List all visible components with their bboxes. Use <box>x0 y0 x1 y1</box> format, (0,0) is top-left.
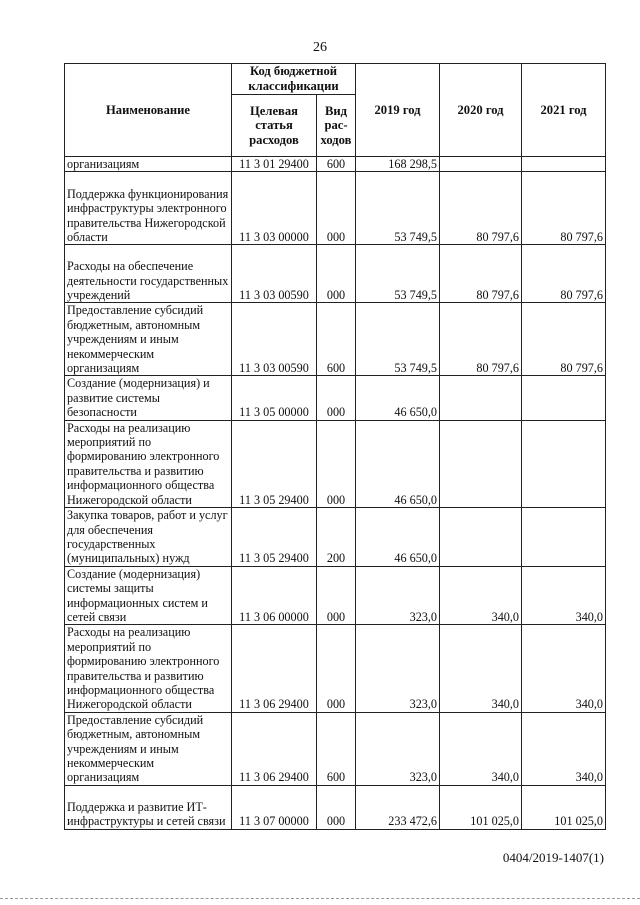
budget-table <box>64 63 606 830</box>
row-2020-cell: 80 797,6 <box>440 245 522 303</box>
row-2019-cell: 233 472,6 <box>356 785 440 829</box>
row-target-cell: 11 3 01 29400 <box>232 157 317 172</box>
table-row <box>65 785 606 829</box>
row-name-cell: Создание (модернизация) и развитие системы безопасности <box>65 376 232 420</box>
row-name-cell: Поддержка функционирования инфраструктуры электронного правительства Нижегородской области <box>65 172 232 245</box>
header-2019: 2019 год <box>356 64 440 157</box>
header-expense-type: Вид рас- ходов <box>317 95 356 157</box>
row-name-cell: Поддержка и развитие ИТ-инфраструктуры и сетей связи <box>65 785 232 829</box>
row-target-cell: 11 3 05 29400 <box>232 508 317 567</box>
row-2020-cell: 340,0 <box>440 712 522 785</box>
row-target-cell: 11 3 06 29400 <box>232 712 317 785</box>
row-target-cell: 11 3 03 00000 <box>232 172 317 245</box>
row-2020-cell: 80 797,6 <box>440 303 522 376</box>
row-name-cell: Расходы на реализацию мероприятий по формированию электронного правительства и развитию информационного общества Нижегородской области <box>65 420 232 507</box>
row-2021-cell: 340,0 <box>522 712 606 785</box>
table-body <box>65 157 606 830</box>
row-target-cell: 11 3 05 29400 <box>232 420 317 507</box>
row-type-cell: 000 <box>317 785 356 829</box>
row-2021-cell <box>522 376 606 420</box>
row-2019-cell: 46 650,0 <box>356 508 440 567</box>
row-type-cell: 000 <box>317 245 356 303</box>
row-2019-cell: 53 749,5 <box>356 303 440 376</box>
row-2020-cell: 80 797,6 <box>440 172 522 245</box>
header-kbk: Код бюджетной классификации <box>232 64 356 95</box>
table-row <box>65 172 606 245</box>
row-2021-cell <box>522 157 606 172</box>
row-target-cell: 11 3 03 00590 <box>232 303 317 376</box>
row-2021-cell: 80 797,6 <box>522 172 606 245</box>
document-code: 0404/2019-1407(1) <box>502 850 604 865</box>
row-name-cell: организациям <box>65 157 232 172</box>
row-2020-cell: 101 025,0 <box>440 785 522 829</box>
row-2019-cell: 168 298,5 <box>356 157 440 172</box>
row-name-cell: Расходы на обеспечение деятельности государственных учреждений <box>65 245 232 303</box>
header-2020: 2020 год <box>440 64 522 157</box>
row-2019-cell: 46 650,0 <box>356 376 440 420</box>
table-row <box>65 376 606 420</box>
row-name-cell: Предоставление субсидий бюджетным, автономным учреждениям и иным некоммерческим организациям <box>65 712 232 785</box>
row-2019-cell: 53 749,5 <box>356 172 440 245</box>
table-row <box>65 245 606 303</box>
page-edge-divider <box>0 898 640 899</box>
row-target-cell: 11 3 06 29400 <box>232 625 317 712</box>
table-row <box>65 420 606 507</box>
row-type-cell: 600 <box>317 712 356 785</box>
row-2021-cell <box>522 508 606 567</box>
header-2021: 2021 год <box>522 64 606 157</box>
row-type-cell: 000 <box>317 376 356 420</box>
table-row <box>65 712 606 785</box>
row-type-cell: 000 <box>317 566 356 625</box>
row-2020-cell <box>440 376 522 420</box>
row-2020-cell: 340,0 <box>440 566 522 625</box>
row-type-cell: 000 <box>317 625 356 712</box>
row-2020-cell <box>440 420 522 507</box>
row-type-cell: 000 <box>317 172 356 245</box>
table-row <box>65 625 606 712</box>
row-target-cell: 11 3 07 00000 <box>232 785 317 829</box>
row-name-cell: Создание (модернизация) системы защиты информационных систем и сетей связи <box>65 566 232 625</box>
table-row <box>65 508 606 567</box>
table-row <box>65 157 606 172</box>
page-number: 26 <box>313 40 327 55</box>
row-target-cell: 11 3 06 00000 <box>232 566 317 625</box>
header-target-article: Целевая статья расходов <box>232 95 317 157</box>
row-2020-cell <box>440 508 522 567</box>
row-target-cell: 11 3 03 00590 <box>232 245 317 303</box>
row-2021-cell: 80 797,6 <box>522 245 606 303</box>
table-row <box>65 303 606 376</box>
row-2021-cell: 101 025,0 <box>522 785 606 829</box>
row-name-cell: Закупка товаров, работ и услуг для обеспечения государственных (муниципальных) нужд <box>65 508 232 567</box>
row-name-cell: Предоставление субсидий бюджетным, автономным учреждениям и иным некоммерческим организациям <box>65 303 232 376</box>
row-2020-cell: 340,0 <box>440 625 522 712</box>
row-target-cell: 11 3 05 00000 <box>232 376 317 420</box>
row-2019-cell: 46 650,0 <box>356 420 440 507</box>
row-2019-cell: 53 749,5 <box>356 245 440 303</box>
row-type-cell: 600 <box>317 157 356 172</box>
row-2019-cell: 323,0 <box>356 625 440 712</box>
row-2020-cell <box>440 157 522 172</box>
row-type-cell: 000 <box>317 420 356 507</box>
row-2021-cell <box>522 420 606 507</box>
row-name-cell: Расходы на реализацию мероприятий по формированию электронного правительства и развитию информационного общества Нижегородской области <box>65 625 232 712</box>
header-name: Наименование <box>65 64 232 157</box>
row-2019-cell: 323,0 <box>356 712 440 785</box>
row-type-cell: 600 <box>317 303 356 376</box>
table-row <box>65 566 606 625</box>
row-2021-cell: 340,0 <box>522 625 606 712</box>
row-2021-cell: 340,0 <box>522 566 606 625</box>
row-2021-cell: 80 797,6 <box>522 303 606 376</box>
row-2019-cell: 323,0 <box>356 566 440 625</box>
row-type-cell: 200 <box>317 508 356 567</box>
